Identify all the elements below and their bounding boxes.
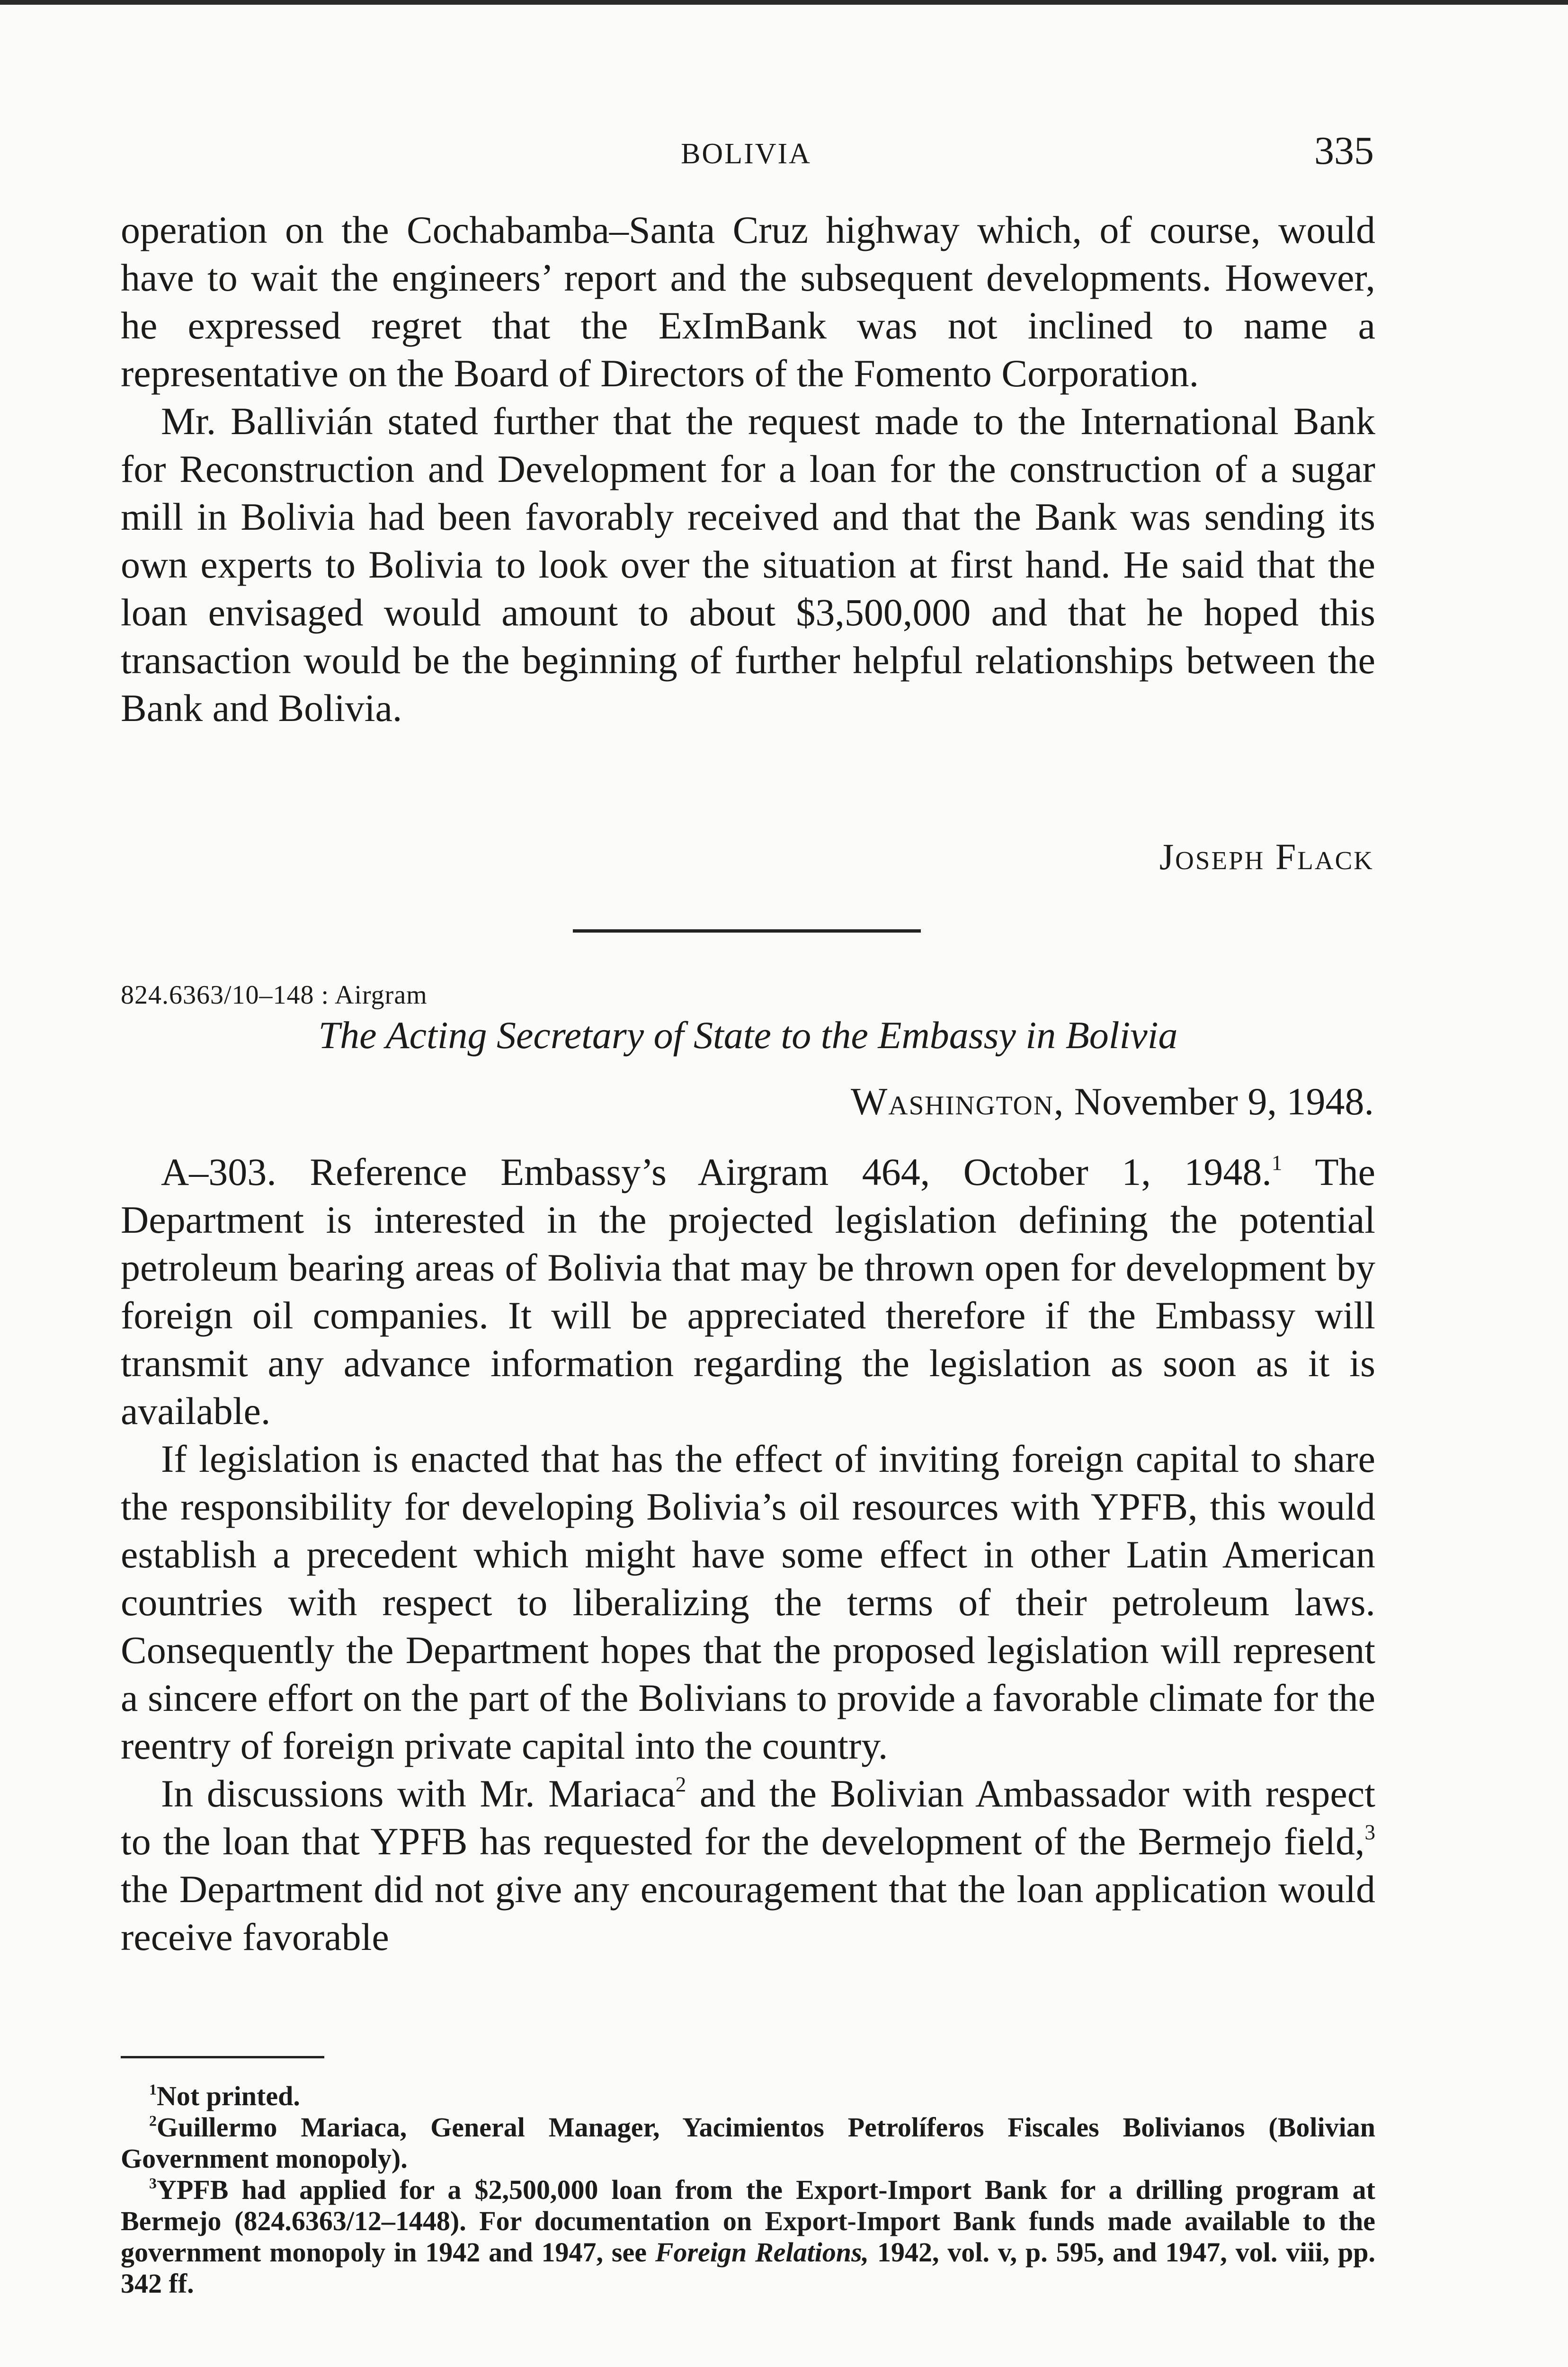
airgram-p3-middle: and the Bolivian Ambassador with respect to the loan that YPFB has requested for the development of the Bermejo field, bbox=[121, 1772, 1376, 1863]
footnote-2-text: Guillermo Mariaca, General Manager, Yacimientos Petrolíferos Fiscales Bolivianos (Bolivian Government monopoly). bbox=[121, 2112, 1375, 2174]
footnote-rule bbox=[121, 2056, 324, 2058]
dateline-place: Washington, bbox=[851, 1080, 1065, 1123]
top-edge-rule bbox=[0, 0, 1568, 5]
page-number: 335 bbox=[1314, 129, 1374, 173]
footnote-3-text-b: 1942, vol. v, p. 595, and 1947, vol. viii, pp. 342 ff. bbox=[121, 2237, 1375, 2299]
airgram-body bbox=[121, 1148, 1375, 1961]
continued-paragraph: operation on the Cochabamba–Santa Cruz highway which, of course, would have to wait the engineers’ report and the subsequent developments. However, he expressed regret that the ExImBank was not inclined to name a representative on the Board of Directors of the Fomento Corporation. bbox=[121, 208, 1375, 395]
footnote-1-mark: 1 bbox=[149, 2081, 157, 2098]
airgram-p3-start: In discussions with Mr. Mariaca bbox=[161, 1772, 676, 1815]
ballivian-paragraph: Mr. Ballivián stated further that the request made to the International Bank for Reconstruction and Development for a loan for the construction of a sugar mill in Bolivia had been favorably received and that the Bank was sending its own experts to Bolivia to look over the situation at first hand. He said that the loan envisaged would amount to about $3,500,000 and that he hoped this transaction would be the beginning of further helpful relationships between the Bank and Bolivia. bbox=[121, 400, 1375, 730]
document-title: The Acting Secretary of State to the Embassy in Bolivia bbox=[318, 1014, 1178, 1057]
airgram-p1-start: A–303. Reference Embassy’s Airgram 464, October 1, 1948. bbox=[161, 1150, 1272, 1193]
file-reference: 824.6363/10–148 : Airgram bbox=[121, 980, 428, 1010]
page-header bbox=[118, 128, 1374, 180]
footnote-1 bbox=[121, 2081, 1375, 2112]
footnote-2 bbox=[121, 2112, 1375, 2174]
footnote-2-mark: 2 bbox=[149, 2112, 157, 2129]
footnote-3-italic: Foreign Relations, bbox=[655, 2237, 869, 2268]
airgram-paragraph-3 bbox=[121, 1770, 1375, 1961]
footnote-3-text-a: YPFB had applied for a $2,500,000 loan from the Export-Import Bank for a drilling program at Bermejo (824.6363/12–1448). For documentation on Export-Import Bank funds made available to the government monopoly in 1942 and 1947, see bbox=[121, 2174, 1375, 2268]
footnote-ref-3: 3 bbox=[1364, 1820, 1375, 1844]
dateline bbox=[851, 1079, 1374, 1124]
signature: Joseph Flack bbox=[1159, 836, 1374, 877]
footnote-3 bbox=[121, 2174, 1375, 2299]
footnote-1-text: Not printed. bbox=[156, 2081, 300, 2111]
airgram-p1-rest: The Department is interested in the projected legislation defining the potential petroleum bearing areas of Bolivia that may be thrown open for development by foreign oil companies. It will be appreciated therefore if the Embassy will transmit any advance information regarding the legislation as soon as it is available. bbox=[121, 1150, 1375, 1433]
footnote-3-mark: 3 bbox=[149, 2175, 157, 2192]
airgram-p3-end: the Department did not give any encouragement that the loan application would receive favorable bbox=[121, 1868, 1375, 1958]
running-head: BOLIVIA bbox=[681, 138, 811, 170]
continued-text bbox=[121, 206, 1375, 732]
dateline-date: November 9, 1948. bbox=[1074, 1080, 1374, 1123]
footnote-ref-2: 2 bbox=[675, 1772, 686, 1797]
section-separator bbox=[573, 929, 921, 933]
airgram-paragraph-2: If legislation is enacted that has the effect of inviting foreign capital to share the responsibility for developing Bolivia’s oil resources with YPFB, this would establish a precedent which might have some effect in other Latin American countries with respect to liberalizing the terms of their petroleum laws. Consequently the Department hopes that the proposed legislation will represent a sincere effort on the part of the Bolivians to provide a favorable climate for the reentry of foreign private capital into the country. bbox=[121, 1437, 1375, 1767]
footnote-ref-1: 1 bbox=[1271, 1151, 1283, 1175]
airgram-paragraph-1 bbox=[121, 1148, 1375, 1435]
footnotes bbox=[121, 2081, 1375, 2299]
